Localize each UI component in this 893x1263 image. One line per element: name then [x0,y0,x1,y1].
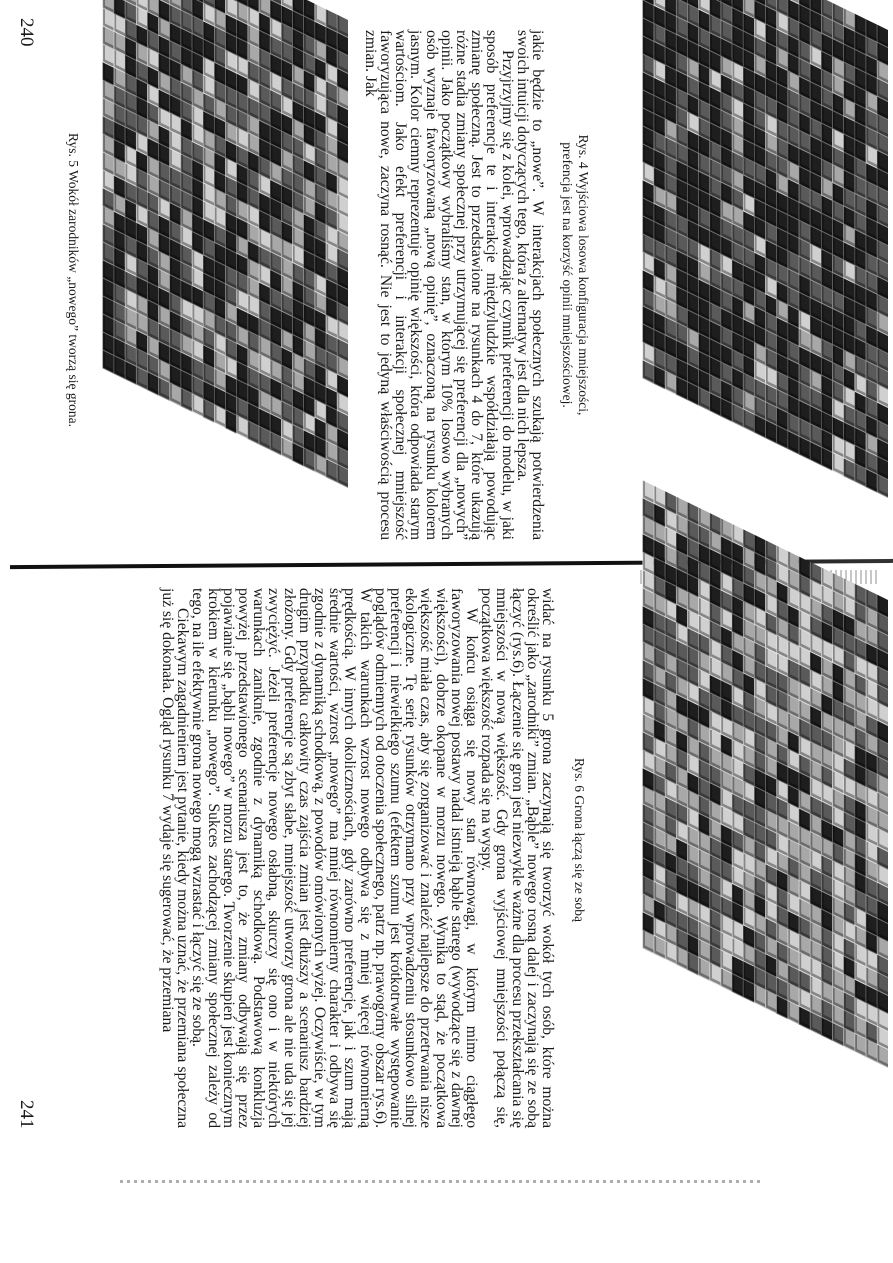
figure-rys6-block-field [593,600,893,1070]
caption-line: Rys. 6 Grona łączą się ze sobą [572,757,587,923]
paragraph: Ciekawym zagadnieniem jest pytanie, kiedy można uznać, że przemiana społeczna już się dokonała. Ogląd rysunku 7 wydaje się sugerować, że przemiana [158,588,192,1128]
body-text [363,30,545,540]
paragraph: widać na rysunku 5 grona zaczynają się tworzyć wokół tych osób, które można określić jako „zarodniki” zmian. „Bąble” nowego rosną dalej i zaczynają się ze sobą łączyć (rys.6). Łączenie się gron jest niezwykle ważne dla procesu przekształcania się mniejszości w nową większość. Gdy grona wyjściowej mniejszości połączą się, początkowa większość rozpada się na wyspy. [478,588,556,1128]
paragraph: jakie będzie to „nowe”. W interakcjach społecznych szukają potwierdzenia swoich intuicji dotyczących tego, która z alternatyw jest dla nich lepsza. [513,30,546,540]
paragraph: Przyjrzyjmy się z kolei, wprowadzając czynnik preferencji do modelu, w jaki sposób preferencje te i interakcje międzyludzkie współdziałają powodując zmianę społeczną. Jest to przedstawione na rysunkach 4 do 7, które ukazują różne stadia zmiany społecznej przy utrzymującej się preferencji dla „nowych” opinii. Jako początkowy wybraliśmy stan, w którym 10% losowo wybranych osób wyznaje faworyzowaną „nową opinię”, oznaczoną na rysunku kolorem jasnym. Kolor ciemny reprezentuje opinię większości, która odpowiada starym wartościom. Jako efekt preferencji i interakcji społecznej mniejszość faworyzująca nowe, zaczyna rosnąć. Nie jest to jedyną właściwością procesu zmian. Jak [361,30,516,540]
figure-caption-rys6 [571,600,587,1080]
figure-caption-rys4 [559,40,591,510]
page-240 [0,0,893,555]
paragraph: W końcu osiąga się nowy stan równowagi, w którym mimo ciągłego faworyzowania nowej postawy nadal istnieją bąble starego (wywodzące się z dawnej większości), dobrze okopane w morzu nowego. Wynika to stąd, że początkowa większość miała czas, aby się zorganizować i znaleźć najlepsze do przetrwania nisze ekologiczne. Tę serię rysunków otrzymano przy wprowadzeniu stosunkowo silnej preferencji i niewielkiego szumu (efektem szumu jest krótkotrwałe występowanie poglądów odmiennych od otoczenia społecznego, patrz np. prawogórny obszar rys.6). W takich warunkach wzrost nowego odbywa się z mniej więcej równomierną prędkością. W innych okolicznościach, gdy zarówno preferencje, jak i szum mają średnie wartości, wzrost „nowego” ma mniej równomierny charakter i odbywa się zgodnie z dynamiką schodkową, z powodów omówionych wyżej. Oczywiście, w tym drugim przypadku całkowity czas zajścia zmian jest dłuższy a scenariusz bardziej złożony. Gdy preferencje są zbyt słabe, mniejszość utworzy grona ale nie uda się jej zwyciężyć. Jeżeli preferencje nowego osłabną, skurczy się ono i w niektórych warunkach zaniknie, zgodnie z dynamiką schodkową. Podstawową konkluzja powyżej przedstawionego scenariusza jest to, że zmiany odbywają się przez pojawianie się „bąbli nowego” w morzu starego. Tworzenie skupień jest koniecznym krokiem w kierunku „nowego”. Sukces zachodzącej zmiany społecznej zależy od tego, na ile efektywnie grona nowego mogą wzrastać i łączyć się ze sobą. [189,588,480,1128]
scan-artifact [120,1180,760,1183]
caption-line: Rys. 4 Wyjściowa losowa konfiguracja mniejszości, [576,134,591,416]
block-grid [642,480,888,1068]
figure-rys5-block-field [83,20,353,490]
page-number: 240 [16,18,37,47]
block-grid [642,0,888,498]
caption-line: prefencja jest na korzyść opinii mniejszościowej. [560,142,575,408]
body-text [160,588,555,1128]
block-grid [102,0,348,488]
page-241 [0,560,893,1263]
figure-caption-rys5 [65,20,81,540]
caption-line: Rys. 5 Wokół zarodników „nowego” tworzą się grona. [66,133,81,427]
page-number: 241 [16,1100,37,1129]
figure-rys4-block-field [593,30,893,500]
